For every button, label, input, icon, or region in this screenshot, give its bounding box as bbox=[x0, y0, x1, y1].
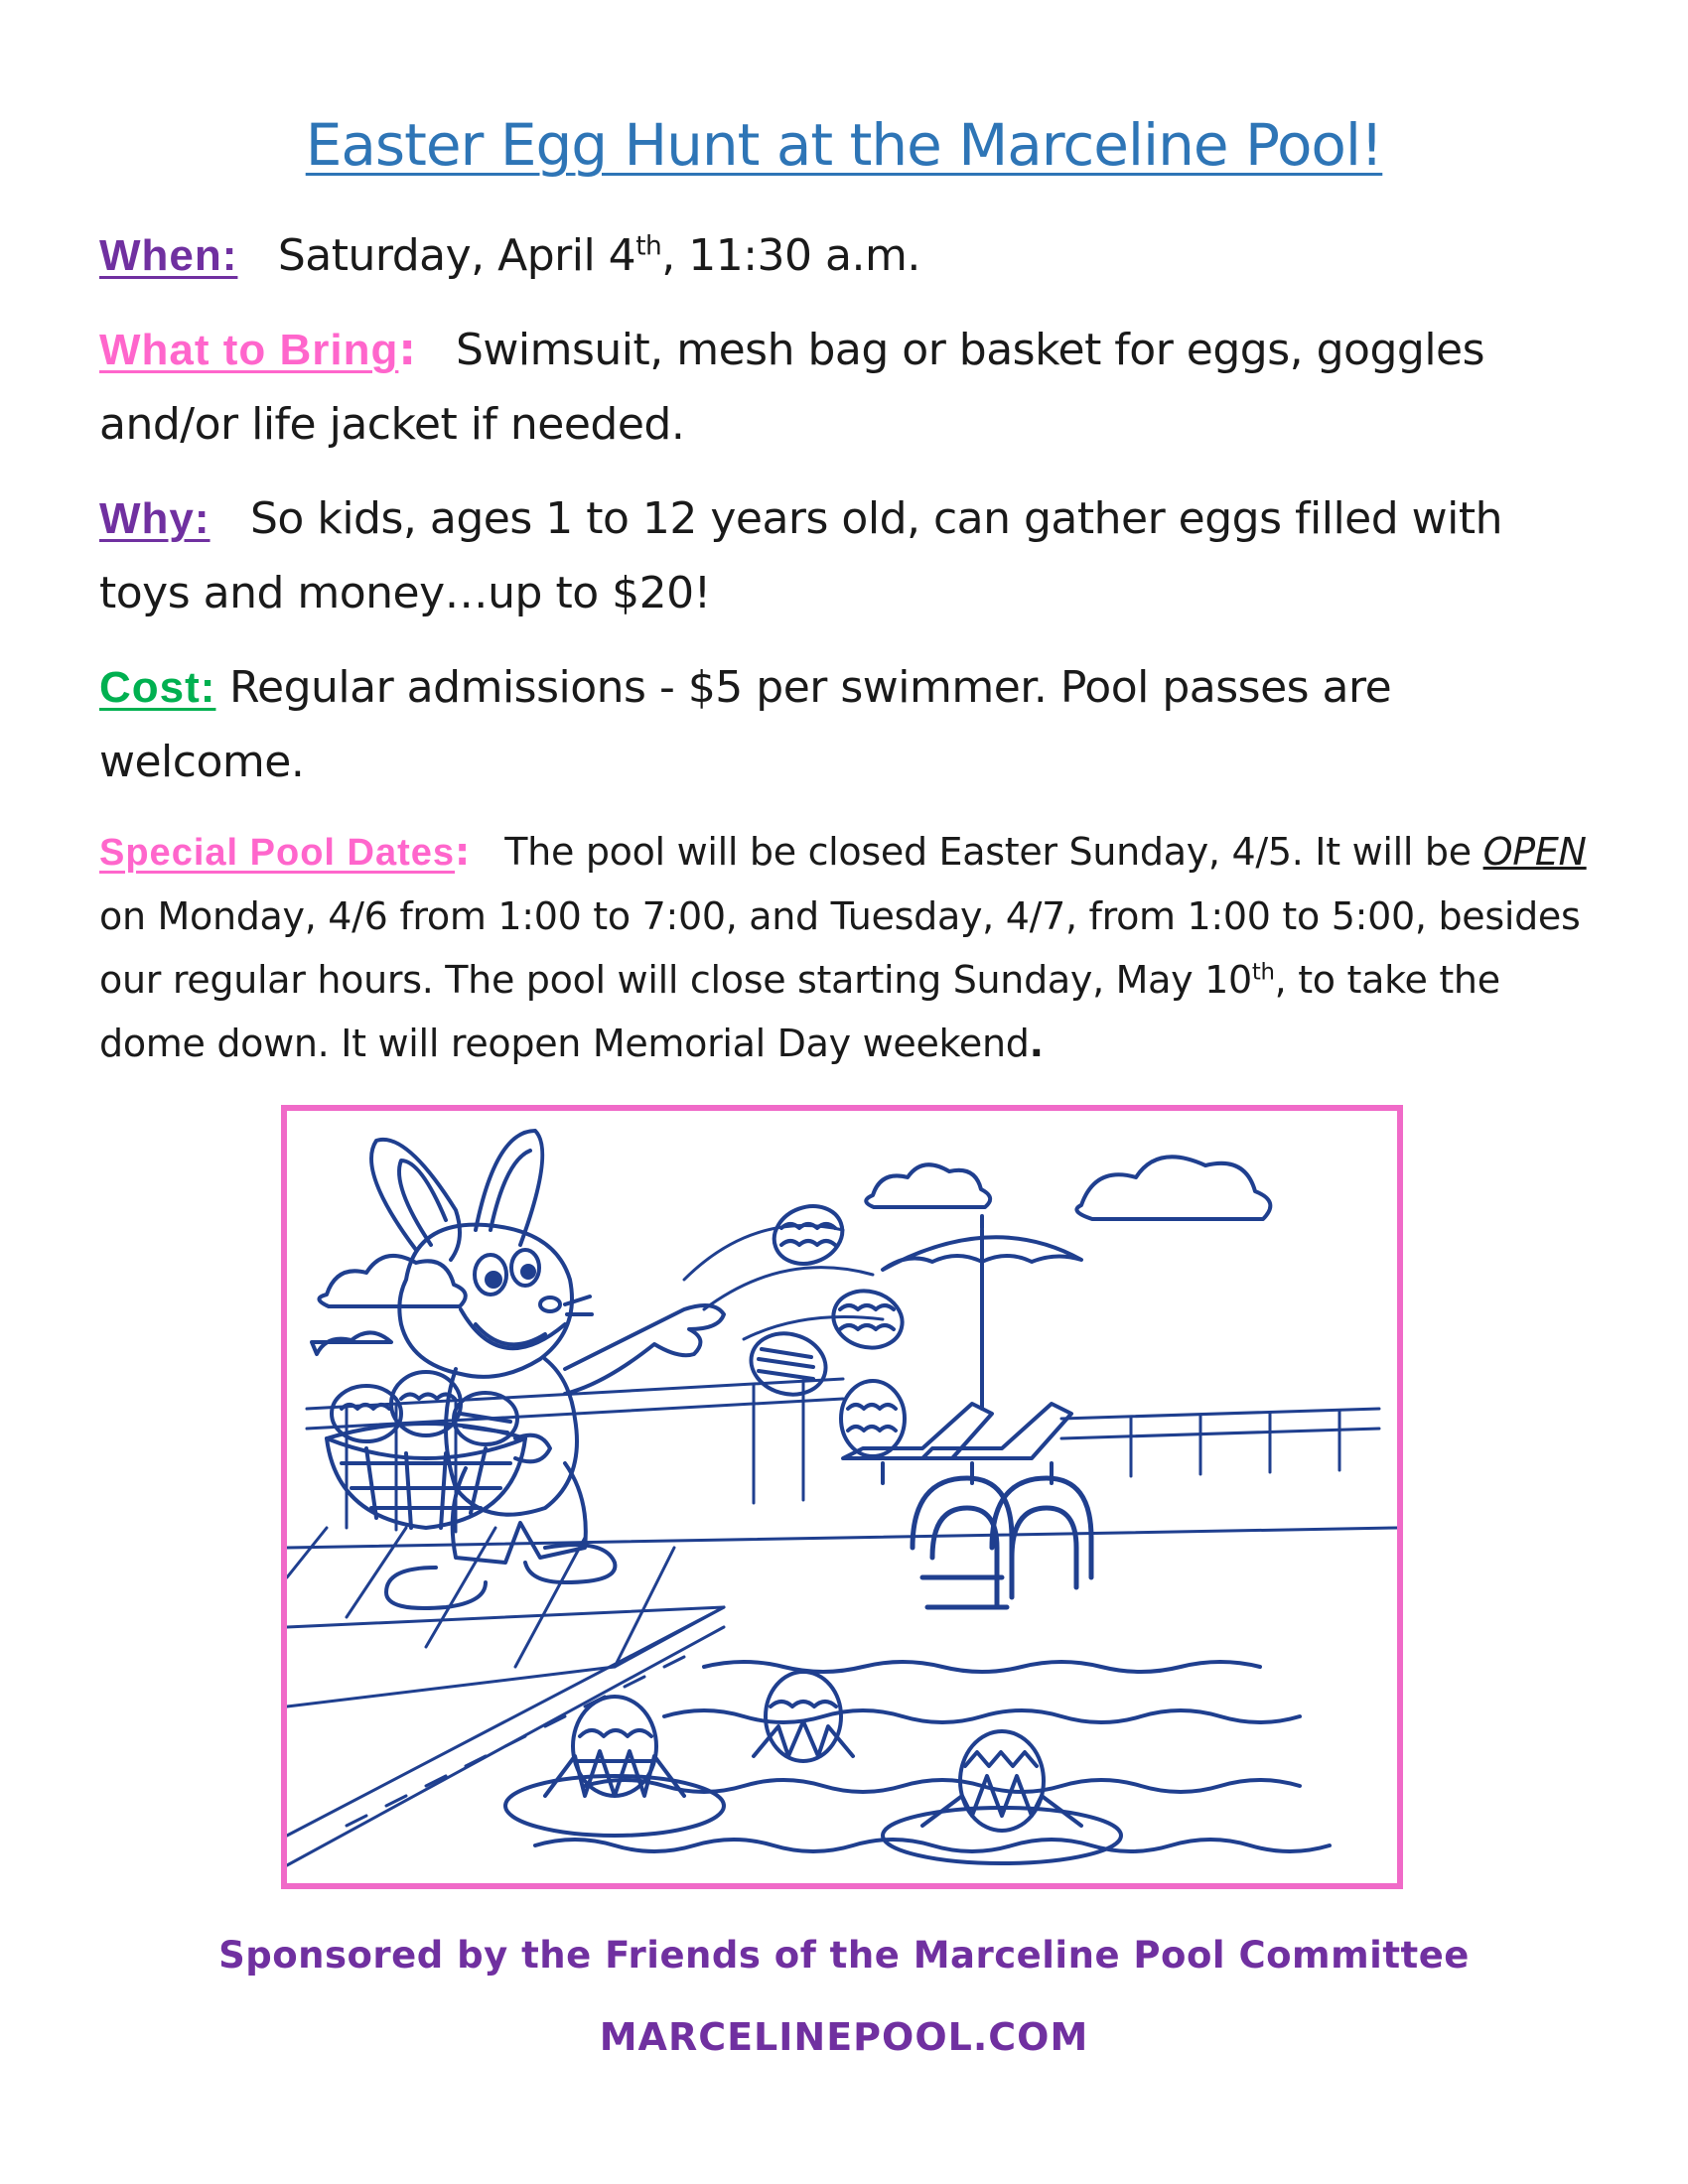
sponsor-line: Sponsored by the Friends of the Marceline Pool Committee bbox=[218, 1934, 1470, 1977]
special-dates-label: Special Pool Dates bbox=[99, 832, 456, 874]
pool-deck-illustration bbox=[287, 1528, 1397, 1865]
flying-eggs-illustration bbox=[745, 1197, 910, 1456]
bunny-pool-illustration bbox=[287, 1111, 1397, 1883]
special-dates-text-1: The pool will be closed Easter Sunday, 4/5. It will be bbox=[504, 830, 1472, 874]
why-section bbox=[99, 481, 1599, 630]
cost-text: Regular admissions - $5 per swimmer. Pool passes are welcome. bbox=[99, 662, 1392, 787]
bring-colon: : bbox=[398, 325, 416, 375]
special-dates-ordinal: th bbox=[1251, 959, 1275, 986]
umbrella-illustration bbox=[883, 1216, 1081, 1409]
special-dates-colon: : bbox=[455, 830, 470, 874]
cost-label: Cost: bbox=[99, 663, 216, 712]
special-dates-text-3: , to take the dome down. It will reopen Memorial Day weekend bbox=[99, 958, 1500, 1065]
why-label: Why: bbox=[99, 494, 211, 543]
bring-section bbox=[99, 313, 1599, 462]
why-text: So kids, ages 1 to 12 years old, can gather eggs filled with toys and money…up to $20! bbox=[99, 493, 1503, 618]
when-time: , 11:30 a.m. bbox=[661, 230, 920, 281]
page-title: Easter Egg Hunt at the Marceline Pool! bbox=[305, 111, 1383, 179]
when-ordinal: th bbox=[635, 230, 662, 262]
bring-text: Swimsuit, mesh bag or basket for eggs, goggles and/or life jacket if needed. bbox=[99, 325, 1485, 450]
when-section bbox=[99, 218, 1599, 293]
bunny-illustration bbox=[327, 1131, 724, 1608]
when-label: When: bbox=[99, 231, 238, 280]
special-dates-section bbox=[99, 820, 1599, 1075]
lounge-chairs-illustration bbox=[843, 1404, 1071, 1483]
website-link[interactable]: MARCELINEPOOL.COM bbox=[599, 2015, 1089, 2059]
cost-section bbox=[99, 650, 1599, 799]
open-emphasis: OPEN bbox=[1482, 830, 1587, 874]
when-text: Saturday, April 4 bbox=[277, 230, 636, 281]
bring-label: What to Bring bbox=[99, 326, 399, 374]
illustration-frame bbox=[281, 1105, 1403, 1889]
special-dates-end-mark: . bbox=[1029, 1022, 1044, 1065]
special-dates-text-2: on Monday, 4/6 from 1:00 to 7:00, and Tuesday, 4/7, from 1:00 to 5:00, besides our regular hours. The pool will close starting Sunday, May 10 bbox=[99, 894, 1581, 1002]
pool-ladder-illustration bbox=[913, 1478, 1091, 1607]
